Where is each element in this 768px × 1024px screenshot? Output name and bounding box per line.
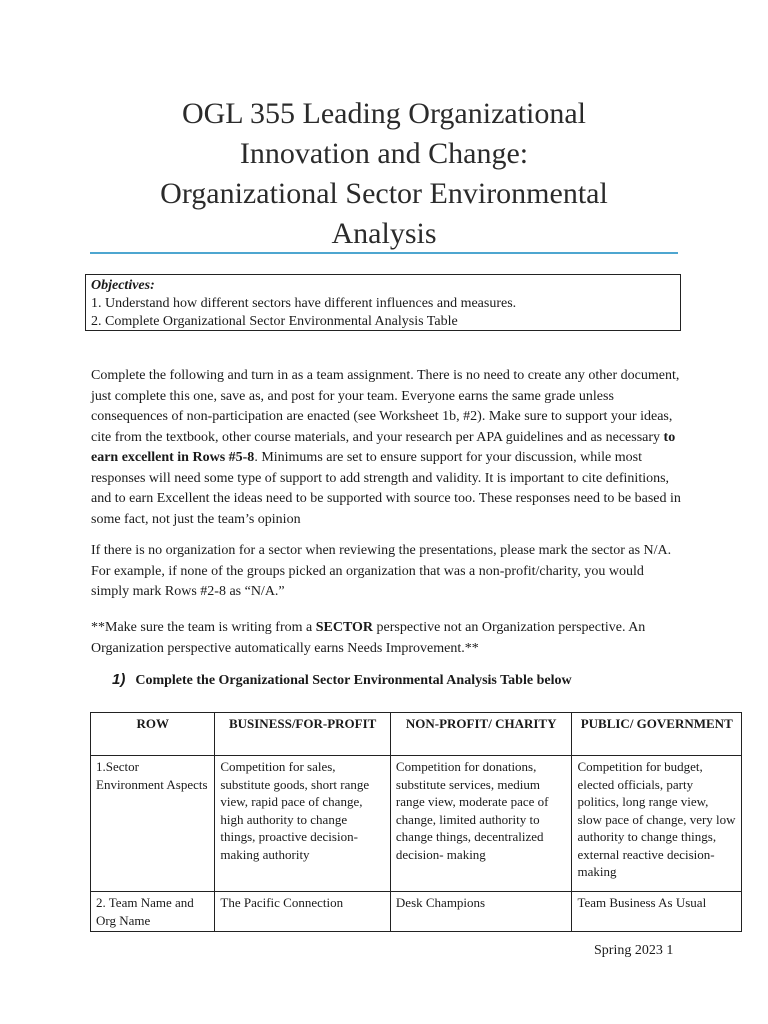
title-line-1: OGL 355 Leading Organizational (181, 97, 587, 130)
perspective-text-start: **Make sure the team is writing from a (91, 620, 316, 635)
objectives-box (85, 274, 681, 331)
table-cell: 2. Team Name and Org Name (91, 892, 215, 932)
header-row: ROW (91, 713, 215, 756)
section-heading (112, 670, 572, 691)
title-line-2: Innovation and Change: (239, 137, 529, 170)
sector-analysis-table (90, 712, 742, 932)
title-line-3: Organizational Sector Environmental (160, 177, 608, 210)
instructions-text-start: Complete the following and turn in as a team assignment. There is no need to create any other document, just complete this one, save as, and post for your team. Everyone earns the same grade unless consequences of non-participation are enacted (see Worksheet 1b, #2). Make sure to support your ideas, cite from the textbook, other course materials, and your research per APA guidelines and as necessary (91, 368, 680, 445)
table-cell: Team Business As Usual (572, 892, 742, 932)
objectives-heading: Objectives: (91, 278, 155, 293)
title-divider (90, 252, 678, 254)
table-header-row (91, 713, 742, 756)
table-cell: Competition for sales, substitute goods, short range view, rapid pace of change, high authority to change things, proactive decision-making authority (215, 756, 391, 892)
table-cell: Desk Champions (390, 892, 572, 932)
table-cell: 1.Sector Environment Aspects (91, 756, 215, 892)
page-footer: Spring 2023 1 (594, 943, 674, 958)
objective-item-2: 2. Complete Organizational Sector Environmental Analysis Table (91, 314, 458, 329)
perspective-text-end: perspective not an Organization perspective. An Organization perspective automatically earns Needs Improvement.** (91, 620, 646, 656)
table-cell: The Pacific Connection (215, 892, 391, 932)
instructions-paragraph (91, 366, 683, 530)
perspective-note-paragraph (91, 618, 683, 659)
header-public: PUBLIC/ GOVERNMENT (572, 713, 742, 756)
instructions-text-end: . Minimums are set to ensure support for your discussion, while most responses will need some type of support to add strength and validity. It is important to cite definitions, and to earn Excellent the ideas need to be supported with source too. These responses need to be based in some fact, not just the team’s opinion (91, 450, 681, 527)
objective-item-1: 1. Understand how different sectors have different influences and measures. (91, 296, 517, 311)
table-cell: Competition for budget, elected officials, party politics, long range view, slow pace of change, very low authority to change things, external reactive decision-making (572, 756, 742, 892)
na-note-paragraph: If there is no organization for a sector when reviewing the presentations, please mark the sector as N/A. For example, if none of the groups picked an organization that was a non-profit/charity, you would simply mark Rows #2-8 as “N/A.” (91, 543, 672, 599)
table-row (91, 756, 742, 892)
table-cell: Competition for donations, substitute services, medium range view, moderate pace of change, limited authority to change things, decentralized decision- making (390, 756, 572, 892)
title-line-4: Analysis (331, 217, 437, 250)
section-number: 1) (112, 671, 126, 688)
perspective-emphasis: SECTOR (315, 620, 374, 635)
header-nonprofit: NON-PROFIT/ CHARITY (390, 713, 572, 756)
header-business: BUSINESS/FOR-PROFIT (215, 713, 391, 756)
section-heading-text: Complete the Organizational Sector Environmental Analysis Table below (135, 673, 572, 688)
table-row (91, 892, 742, 932)
instructions-emphasis: to earn excellent in Rows #5-8 (91, 429, 676, 465)
document-title (90, 94, 678, 254)
